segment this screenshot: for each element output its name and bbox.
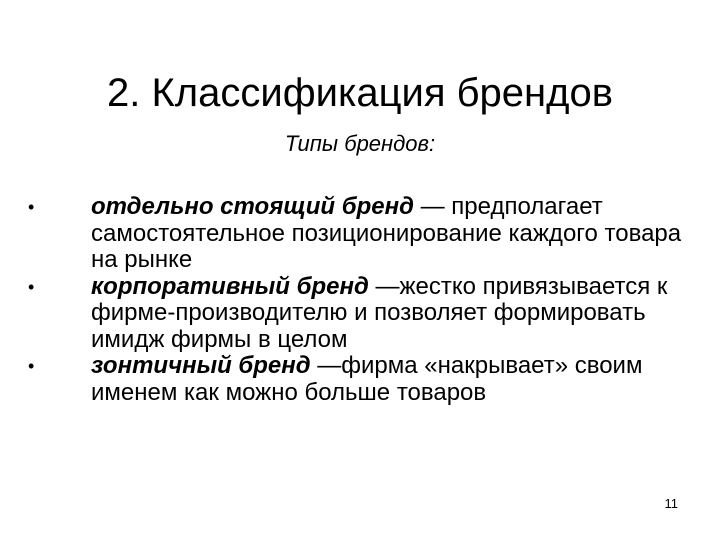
list-item-description: — предполагает самостоятельное позиционирование каждого товара на рынке bbox=[91, 193, 682, 273]
bullet-list bbox=[0, 194, 720, 406]
list-item bbox=[0, 274, 720, 354]
page-number: 11 bbox=[664, 496, 678, 511]
list-item-term: зонтичный бренд bbox=[91, 352, 311, 379]
bullet-icon: • bbox=[28, 197, 35, 217]
subtitle: Типы брендов: bbox=[284, 131, 436, 156]
bullet-icon: • bbox=[28, 356, 35, 376]
bullet-icon: • bbox=[28, 276, 35, 297]
list-item bbox=[0, 353, 720, 406]
list-item-term: корпоративный бренд bbox=[91, 272, 369, 300]
list-item-description: —жестко привязывается к фирме-производителю и позволяет формировать имидж фирмы в целом bbox=[91, 272, 668, 353]
list-item bbox=[0, 194, 720, 274]
slide-title: 2. Классификация брендов bbox=[107, 70, 613, 115]
list-item-description: —фирма «накрывает» своим именем как можно больше товаров bbox=[91, 352, 643, 406]
list-item-term: отдельно стоящий бренд bbox=[91, 193, 414, 220]
